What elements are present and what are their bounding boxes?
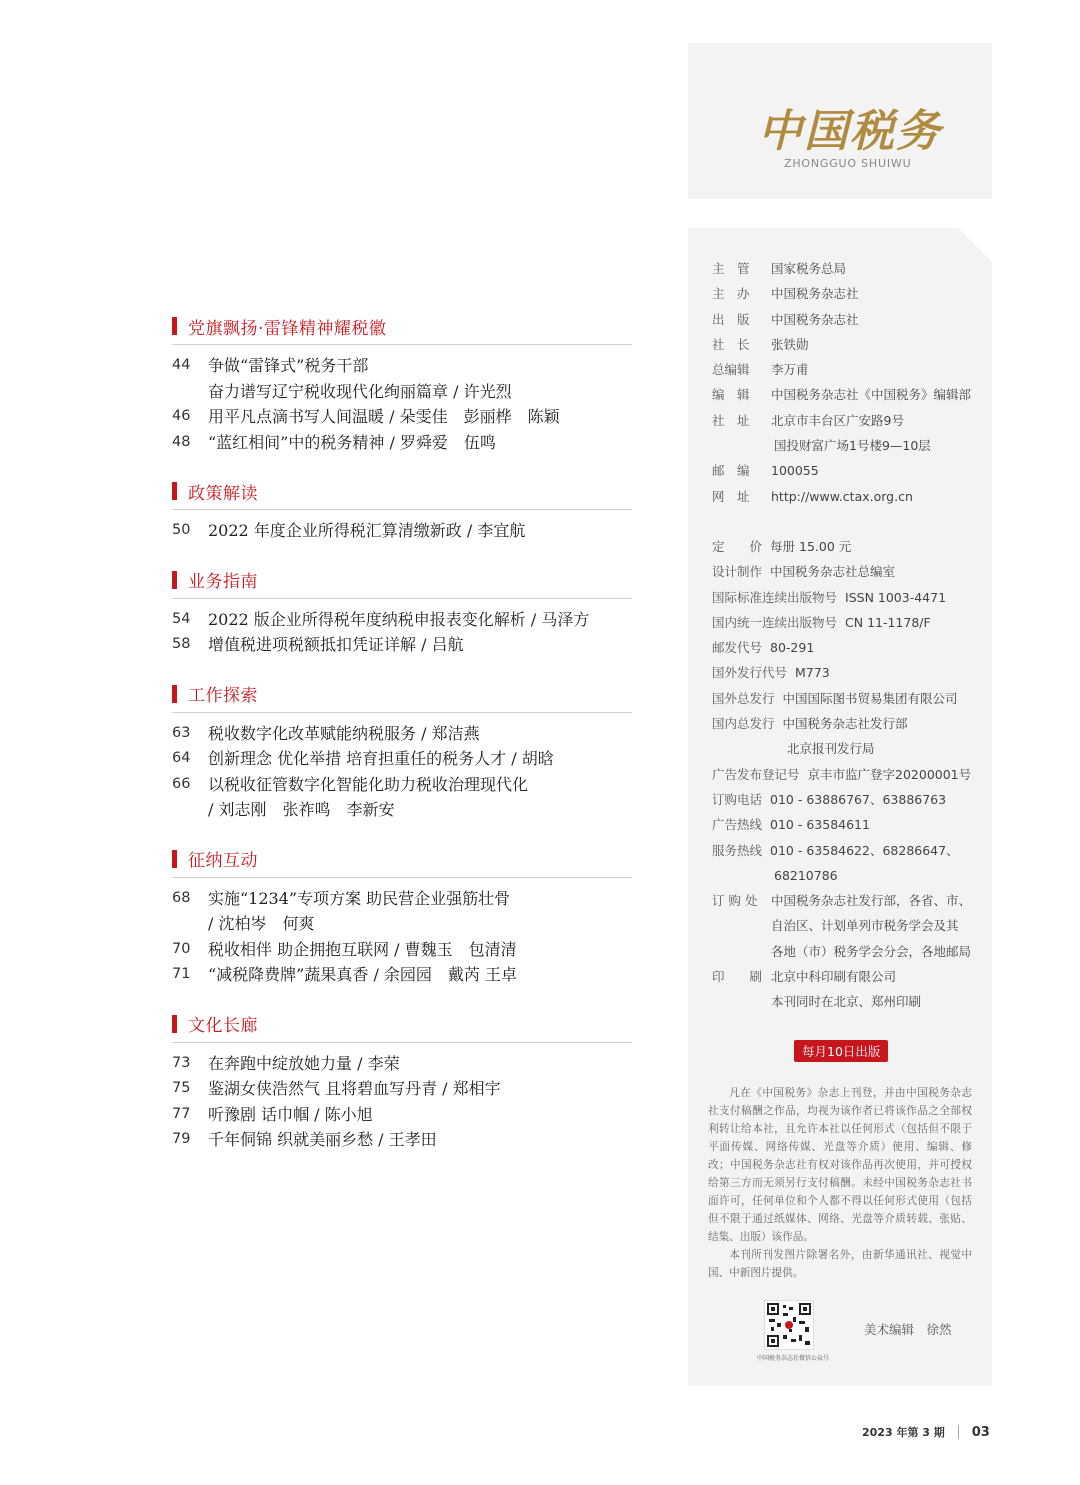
- section-title: 征纳互动: [188, 851, 258, 871]
- qr-code-icon: [765, 1301, 813, 1349]
- entry-page-number: 64: [172, 750, 191, 766]
- entry-title: [208, 962, 632, 988]
- domestic-distributor-continuation: 北京报刊发行局: [787, 741, 875, 757]
- masthead-label: 邮 编: [712, 463, 750, 479]
- entry-title-line: “减税降费牌”蔬果真香 / 余园园 戴芮 王卓: [208, 965, 518, 984]
- address-continuation: 国投财富广场1号楼9—10层: [774, 438, 931, 454]
- section-header: [172, 312, 632, 345]
- masthead-value: 中国税务杂志社: [771, 286, 859, 302]
- entry-title-line: 鉴湖女侠浩然气 且将碧血写丹青 / 郑相宇: [208, 1079, 501, 1098]
- masthead-value: 每册 15.00 元: [770, 538, 852, 554]
- masthead-row: [712, 635, 982, 660]
- masthead-row: [712, 711, 982, 736]
- entry-title: [208, 746, 632, 772]
- entry-page-number: 63: [172, 724, 191, 741]
- section-title: 党旗飘扬·雷锋精神耀税徽: [188, 318, 387, 339]
- entry-title-line: 听豫剧 话巾帼 / 陈小旭: [208, 1104, 373, 1124]
- masthead-value: 100055: [771, 463, 819, 479]
- entry-page-number: 75: [172, 1080, 191, 1096]
- masthead-label: 网 址: [712, 488, 750, 504]
- entry-title-line: 增值税进项税额抵扣凭证详解 / 吕航: [208, 635, 464, 654]
- entry-page-number: 58: [172, 636, 191, 652]
- masthead-value: 中国税务杂志社发行部: [782, 716, 908, 732]
- masthead-label: 国外总发行: [712, 690, 775, 706]
- masthead-value: 中国税务杂志社总编室: [770, 564, 896, 580]
- masthead-label: 出 版: [712, 311, 750, 327]
- masthead-row: [712, 660, 982, 685]
- order-place: [712, 888, 982, 964]
- masthead-label: 国内总发行: [712, 716, 775, 732]
- page-number: 03: [971, 1424, 990, 1440]
- section-header: [172, 1010, 632, 1043]
- toc-entry: [172, 1076, 632, 1102]
- entry-title: [208, 1076, 632, 1102]
- masthead-line: 各地（市）税务学会分会，各地邮局: [771, 943, 972, 959]
- entry-title: [208, 721, 632, 747]
- masthead-row: [712, 559, 982, 584]
- entry-title-line: 实施“1234”专项方案 助民营企业强筋壮骨: [208, 888, 511, 908]
- masthead-row: [712, 281, 982, 306]
- masthead-row: [712, 787, 982, 812]
- entry-title-line: 2022 版企业所得税年度纳税申报表变化解析 / 马泽方: [208, 609, 590, 629]
- entry-title-line: “蓝红相间”中的税务精神 / 罗舜爱 伍鸣: [208, 432, 496, 452]
- masthead-value: 张铁勋: [771, 336, 809, 352]
- entry-page-number: 71: [172, 966, 191, 982]
- printer: [712, 964, 982, 1015]
- masthead-label: 广告热线: [712, 817, 763, 833]
- toc-section: [172, 680, 632, 823]
- masthead-value: 中国税务杂志社《中国税务》编辑部: [771, 387, 972, 403]
- masthead-row: [712, 838, 982, 863]
- entry-page-number: 66: [172, 775, 191, 792]
- toc-entry: [172, 518, 632, 544]
- entry-title: [208, 1051, 632, 1077]
- masthead-value: CN 11-1178/F: [845, 614, 931, 630]
- masthead-label: 国外发行代号: [712, 665, 788, 681]
- toc-entry: [172, 1051, 632, 1077]
- masthead-row: [712, 686, 982, 711]
- masthead-row: [712, 534, 982, 559]
- entry-page-number: 79: [172, 1131, 191, 1147]
- section-header: [172, 566, 632, 599]
- toc-entry: [172, 886, 632, 937]
- toc-section: [172, 566, 632, 658]
- section-marker: [172, 1015, 177, 1033]
- entry-title-line: 奋力谱写辽宁税收现代化绚丽篇章 / 许光烈: [208, 381, 512, 401]
- masthead-label: 国际标准连续出版物号: [712, 589, 838, 605]
- section-header: [172, 477, 632, 510]
- masthead-label: 订购电话: [712, 791, 763, 807]
- section-marker: [172, 850, 177, 868]
- masthead-value: 010 - 63584611: [770, 817, 870, 833]
- section-header: [172, 680, 632, 713]
- qr-code-caption: 中国税务杂志社微信公众号: [756, 1355, 829, 1362]
- entry-title: [208, 632, 632, 658]
- copyright-notice-text: 凡在《中国税务》杂志上刊登，并由中国税务杂志社支付稿酬之作品，均视为该作者已将该作品之全部权利转让给本社，且允许本社以任何形式（包括但不限于平面传媒、网络传媒、光盘等介质）使用、编辑、修改；中国税务杂志社有权对该作品再次使用，并可授权给第三方而无须另行支付稿酬。未经中国税务杂志社书面许可，任何单位和个人都不得以任何形式使用（包括但不限于通过纸媒体、网络、光盘等介质转载、张贴、结集、出版）该作品。: [708, 1087, 972, 1243]
- section-marker: [172, 482, 177, 500]
- magazine-logo-pinyin: ZHONGGUO SHUIWU: [784, 157, 912, 170]
- entry-title: [208, 886, 632, 937]
- masthead-row: [712, 307, 982, 332]
- masthead-row: [712, 812, 982, 837]
- masthead-line: 北京中科印刷有限公司: [771, 969, 897, 985]
- toc-section: [172, 312, 632, 455]
- entry-title: [208, 937, 632, 963]
- masthead-line: 中国税务杂志社发行部，各省、市、: [771, 893, 972, 909]
- section-marker: [172, 685, 177, 703]
- toc-entry: [172, 1102, 632, 1128]
- masthead-row: [712, 762, 982, 787]
- masthead-label: 服务热线: [712, 842, 763, 858]
- section-title: 业务指南: [188, 572, 258, 592]
- masthead-line: 本刊同时在北京、郑州印刷: [771, 994, 922, 1010]
- table-of-contents: [172, 312, 632, 1175]
- entry-title-line: 2022 年度企业所得税汇算清缴新政 / 李宜航: [208, 521, 526, 540]
- masthead-value: M773: [795, 665, 830, 681]
- photo-credit-text: 本刊所刊发图片除署名外，由新华通讯社、视觉中国、中新图片提供。: [708, 1249, 972, 1279]
- logo-panel: [688, 43, 992, 199]
- toc-section: [172, 477, 632, 544]
- entry-page-number: 73: [172, 1054, 191, 1071]
- entry-title: [208, 1102, 632, 1128]
- masthead-label: 社 长: [712, 336, 750, 352]
- footer-divider: [958, 1425, 959, 1439]
- masthead-label: 广告发布登记号: [712, 766, 800, 782]
- entry-title-line: 以税收征管数字化智能化助力税收治理现代化: [208, 774, 529, 794]
- masthead-label: 设计制作: [712, 564, 763, 580]
- wechat-qr-code: [764, 1300, 814, 1350]
- masthead-row: [712, 585, 982, 610]
- entry-title: [208, 404, 632, 430]
- toc-section: [172, 845, 632, 988]
- toc-entry: [172, 430, 632, 456]
- toc-entry: [172, 772, 632, 823]
- copyright-notice: [708, 1084, 972, 1282]
- masthead-value: 京丰市监广登字20200001号: [807, 766, 972, 782]
- entry-page-number: 50: [172, 522, 191, 538]
- publication-schedule-badge: 每月10日出版: [794, 1040, 888, 1062]
- section-header: [172, 845, 632, 878]
- masthead-label: 邮发代号: [712, 640, 763, 656]
- masthead-label: 主 管: [712, 261, 750, 276]
- masthead-panel: [688, 228, 992, 1386]
- entry-title-line: 税收数字化改革赋能纳税服务 / 郑洁燕: [208, 723, 480, 743]
- section-title: 工作探索: [188, 686, 258, 706]
- section-title: 政策解读: [188, 483, 258, 504]
- printer-label: 印 刷: [712, 969, 763, 985]
- section-marker: [172, 317, 177, 335]
- masthead-row: [712, 484, 982, 509]
- masthead-row: [712, 408, 982, 433]
- entry-page-number: 77: [172, 1105, 191, 1122]
- masthead-label: 总编辑: [712, 362, 750, 378]
- masthead-row: [712, 332, 982, 357]
- masthead-value: 国家税务总局: [771, 261, 847, 276]
- toc-entry: [172, 1127, 632, 1153]
- section-title: 文化长廊: [188, 1016, 258, 1036]
- masthead-value: http://www.ctax.org.cn: [771, 488, 913, 504]
- toc-entry: [172, 353, 632, 404]
- entry-title: [208, 518, 632, 544]
- entry-title-line: 用平凡点滴书写人间温暖 / 朵雯佳 彭丽桦 陈颖: [208, 407, 560, 426]
- masthead-row: [712, 382, 982, 407]
- entry-page-number: 54: [172, 610, 191, 627]
- toc-entry: [172, 607, 632, 633]
- entry-title-line: 创新理念 优化举措 培育担重任的税务人才 / 胡晗: [208, 749, 554, 768]
- masthead-value: 80-291: [770, 640, 815, 656]
- entry-page-number: 48: [172, 433, 191, 450]
- entry-title: [208, 353, 632, 404]
- masthead-label: 编 辑: [712, 387, 750, 403]
- masthead-info: [712, 256, 982, 1015]
- masthead-value: 中国税务杂志社: [771, 311, 859, 327]
- masthead-row: [712, 458, 982, 483]
- order-place-label: 订 购 处: [712, 893, 758, 909]
- masthead-line: 自治区、计划单列市税务学会及其: [771, 918, 959, 934]
- entry-title-line: / 刘志刚 张祚鸣 李新安: [208, 800, 395, 819]
- masthead-value: 010 - 63584622、68286647、: [770, 842, 959, 858]
- masthead-row: [712, 610, 982, 635]
- masthead-label: 国内统一连续出版物号: [712, 614, 838, 630]
- magazine-logo: 中国税务: [758, 106, 942, 157]
- toc-entry: [172, 962, 632, 988]
- art-editor-credit: 美术编辑 徐然: [864, 1322, 952, 1337]
- masthead-row: [712, 357, 982, 382]
- masthead-value: ISSN 1003-4471: [845, 589, 947, 605]
- entry-title-line: / 沈柏岑 何爽: [208, 914, 315, 933]
- entry-title: [208, 772, 632, 823]
- issue-number: 2023 年第 3 期: [862, 1426, 945, 1439]
- masthead-label: 社 址: [712, 412, 750, 428]
- toc-entry: [172, 404, 632, 430]
- masthead-row: [712, 256, 982, 281]
- entry-title-line: 在奔跑中绽放她力量 / 李荣: [208, 1053, 400, 1073]
- toc-entry: [172, 746, 632, 772]
- toc-section: [172, 1010, 632, 1153]
- entry-page-number: 68: [172, 889, 191, 906]
- masthead-label: 主 办: [712, 286, 750, 302]
- entry-title-line: 税收相伴 助企拥抱互联网 / 曹魏玉 包清清: [208, 939, 517, 959]
- service-hotline-continuation: 68210786: [774, 867, 838, 883]
- masthead-value: 中国国际图书贸易集团有限公司: [782, 690, 958, 706]
- toc-entry: [172, 937, 632, 963]
- entry-page-number: 70: [172, 940, 191, 957]
- page-footer: [862, 1424, 990, 1440]
- entry-page-number: 46: [172, 408, 191, 424]
- entry-title: [208, 430, 632, 456]
- masthead-value: 李万甫: [771, 362, 809, 378]
- toc-entry: [172, 721, 632, 747]
- section-marker: [172, 571, 177, 589]
- entry-title-line: 千年侗锦 织就美丽乡愁 / 王孝田: [208, 1130, 437, 1149]
- entry-title-line: 争做“雷锋式”税务干部: [208, 356, 369, 375]
- masthead-label: 定 价: [712, 538, 763, 554]
- masthead-value: 北京市丰台区广安路9号: [771, 412, 904, 428]
- entry-title: [208, 607, 632, 633]
- toc-entry: [172, 632, 632, 658]
- entry-page-number: 44: [172, 357, 191, 373]
- entry-title: [208, 1127, 632, 1153]
- masthead-value: 010 - 63886767、63886763: [770, 791, 947, 807]
